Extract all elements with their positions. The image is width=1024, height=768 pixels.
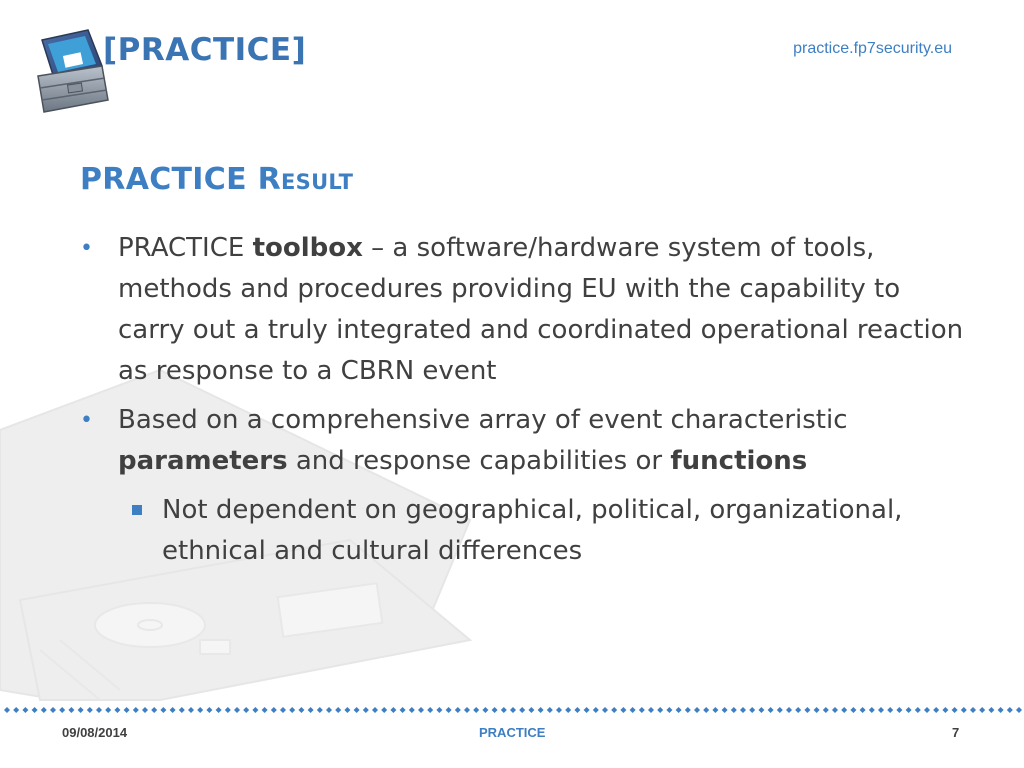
divider-dot <box>188 707 194 713</box>
divider-dot <box>593 707 599 713</box>
divider-dot <box>832 707 838 713</box>
footer-title: PRACTICE <box>479 725 546 740</box>
divider-dot <box>961 707 967 713</box>
divider-dot <box>206 707 212 713</box>
divider-dot <box>114 707 120 713</box>
divider-dot <box>814 707 820 713</box>
divider-dot <box>32 707 38 713</box>
divider-dot <box>59 707 65 713</box>
divider-dot <box>602 707 608 713</box>
divider-dot <box>906 707 912 713</box>
divider-dot <box>13 707 19 713</box>
divider-dot <box>519 707 525 713</box>
divider-dot <box>4 707 10 713</box>
divider-dot <box>639 707 645 713</box>
divider-dot <box>372 707 378 713</box>
slide-title: PRACTICE Result <box>80 162 354 197</box>
divider-dot <box>96 707 102 713</box>
footer-date: 09/08/2014 <box>62 725 128 740</box>
divider-dot <box>676 707 682 713</box>
divider-dot <box>400 707 406 713</box>
divider-dot <box>878 707 884 713</box>
divider-dot <box>556 707 562 713</box>
divider-dot <box>225 707 231 713</box>
divider-dot <box>41 707 47 713</box>
divider-dot <box>473 707 479 713</box>
divider-dot <box>179 707 185 713</box>
divider-dot <box>344 707 350 713</box>
divider-dot <box>280 707 286 713</box>
divider-dot <box>252 707 258 713</box>
divider-dot <box>124 707 130 713</box>
dotted-divider <box>0 704 1024 716</box>
divider-dot <box>501 707 507 713</box>
divider-dot <box>749 707 755 713</box>
divider-dot <box>142 707 148 713</box>
divider-dot <box>933 707 939 713</box>
divider-dot <box>768 707 774 713</box>
divider-dot <box>363 707 369 713</box>
divider-dot <box>482 707 488 713</box>
divider-dot <box>722 707 728 713</box>
divider-dot <box>712 707 718 713</box>
divider-dot <box>492 707 498 713</box>
sub-bullet-item: Not dependent on geographical, political, organizational, ethnical and cultural differences <box>80 490 970 572</box>
divider-dot <box>436 707 442 713</box>
divider-dot <box>731 707 737 713</box>
divider-dot <box>234 707 240 713</box>
divider-dot <box>703 707 709 713</box>
bullet-item: • PRACTICE toolbox – a software/hardware system of tools, methods and procedures providing EU with the capability to carry out a truly integrated and coordinated operational reaction as response to a CBRN event <box>80 228 970 392</box>
divider-dot <box>455 707 461 713</box>
divider-dot <box>197 707 203 713</box>
divider-dot <box>860 707 866 713</box>
divider-dot <box>657 707 663 713</box>
divider-dot <box>538 707 544 713</box>
divider-dot <box>68 707 74 713</box>
page-number: 7 <box>952 725 960 740</box>
logo-text: [PRACTICE] <box>103 32 307 68</box>
divider-dot <box>998 707 1004 713</box>
divider-dot <box>243 707 249 713</box>
divider-dot <box>160 707 166 713</box>
divider-dot <box>915 707 921 713</box>
divider-dot <box>584 707 590 713</box>
divider-dot <box>78 707 84 713</box>
divider-dot <box>289 707 295 713</box>
divider-dot <box>758 707 764 713</box>
divider-dot <box>988 707 994 713</box>
divider-dot <box>1007 707 1013 713</box>
divider-dot <box>262 707 268 713</box>
divider-dot <box>87 707 93 713</box>
site-url: practice.fp7security.eu <box>793 40 952 57</box>
divider-dot <box>685 707 691 713</box>
divider-dot <box>464 707 470 713</box>
divider-dot <box>547 707 553 713</box>
divider-dot <box>308 707 314 713</box>
divider-dot <box>298 707 304 713</box>
divider-dot <box>869 707 875 713</box>
divider-dot <box>786 707 792 713</box>
divider-dot <box>326 707 332 713</box>
divider-dot <box>565 707 571 713</box>
divider-dot <box>151 707 157 713</box>
divider-dot <box>804 707 810 713</box>
divider-dot <box>574 707 580 713</box>
divider-dot <box>50 707 56 713</box>
divider-dot <box>381 707 387 713</box>
divider-dot <box>1016 707 1022 713</box>
divider-dot <box>823 707 829 713</box>
divider-dot <box>694 707 700 713</box>
divider-dot <box>979 707 985 713</box>
divider-dot <box>335 707 341 713</box>
divider-dot <box>887 707 893 713</box>
divider-dot <box>409 707 415 713</box>
divider-dot <box>841 707 847 713</box>
divider-dot <box>630 707 636 713</box>
bullet-dot-icon: • <box>80 408 93 433</box>
divider-dot <box>666 707 672 713</box>
divider-dot <box>427 707 433 713</box>
bullet-item: • Based on a comprehensive array of event characteristic parameters and response capabilities or functions <box>80 400 970 482</box>
divider-dot <box>170 707 176 713</box>
divider-dot <box>942 707 948 713</box>
bullet-dot-icon: • <box>80 236 93 261</box>
divider-dot <box>952 707 958 713</box>
divider-dot <box>354 707 360 713</box>
divider-dot <box>777 707 783 713</box>
divider-dot <box>105 707 111 713</box>
divider-dot <box>133 707 139 713</box>
divider-dot <box>528 707 534 713</box>
divider-dot <box>390 707 396 713</box>
divider-dot <box>924 707 930 713</box>
divider-dot <box>317 707 323 713</box>
divider-dot <box>648 707 654 713</box>
square-bullet-icon <box>132 505 142 515</box>
divider-dot <box>970 707 976 713</box>
divider-dot <box>620 707 626 713</box>
divider-dot <box>216 707 222 713</box>
divider-dot <box>510 707 516 713</box>
bullet-list <box>80 228 970 572</box>
divider-dot <box>896 707 902 713</box>
divider-dot <box>795 707 801 713</box>
divider-dot <box>271 707 277 713</box>
divider-dot <box>446 707 452 713</box>
divider-dot <box>611 707 617 713</box>
divider-dot <box>740 707 746 713</box>
divider-dot <box>850 707 856 713</box>
divider-dot <box>418 707 424 713</box>
divider-dot <box>22 707 28 713</box>
